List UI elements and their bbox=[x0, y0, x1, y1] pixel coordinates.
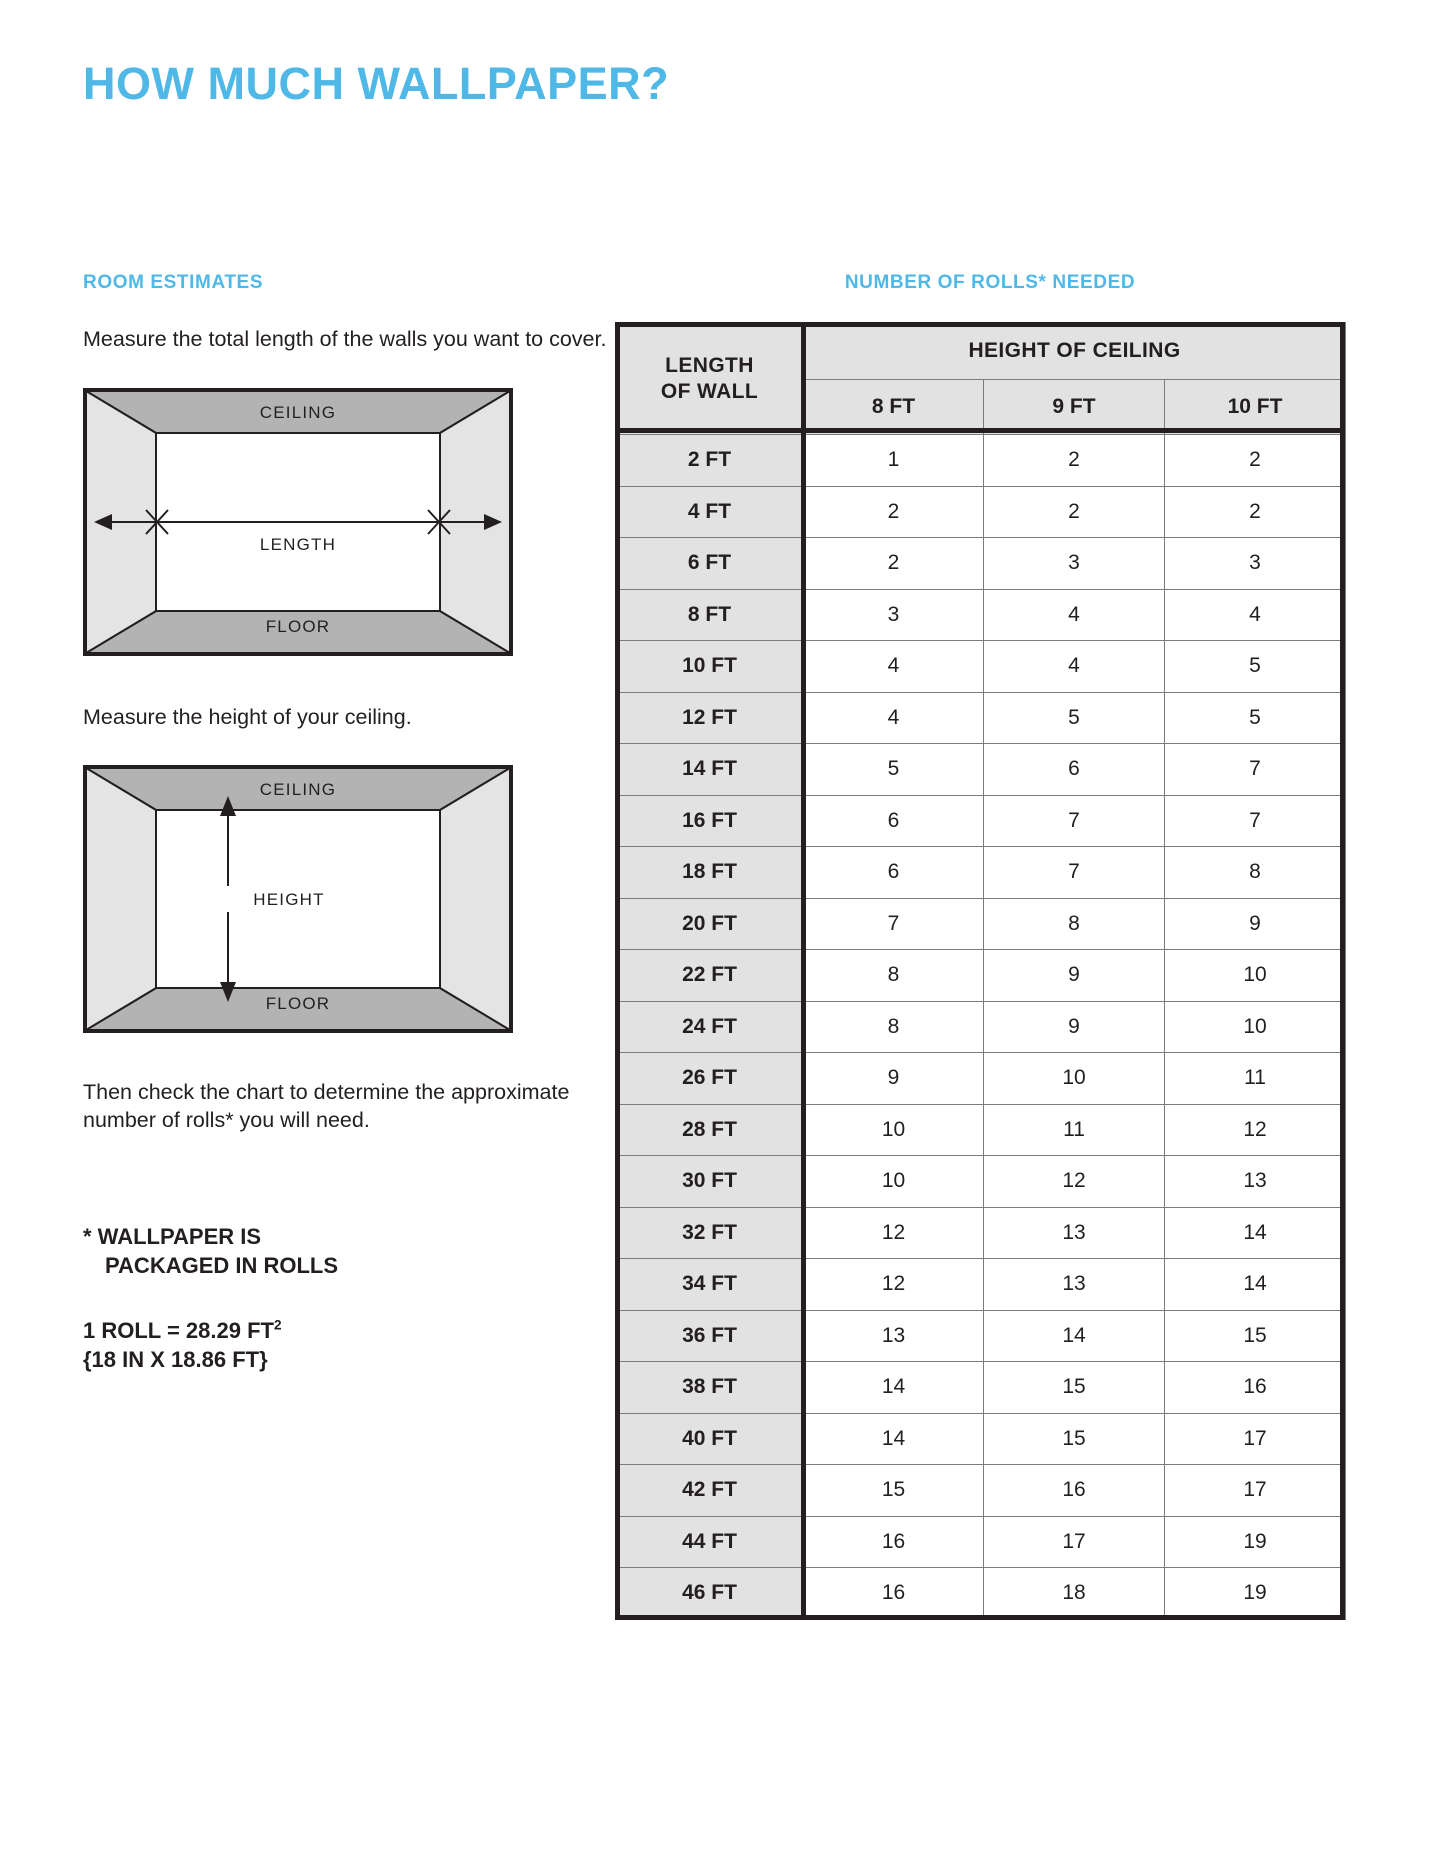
cell-9ft: 9 bbox=[984, 950, 1165, 1002]
table-rule-left bbox=[615, 322, 620, 1620]
table-rule-bottom bbox=[615, 1615, 1345, 1620]
table-rule-top bbox=[615, 322, 1345, 327]
header-length-of-wall bbox=[616, 323, 804, 435]
rolls-table bbox=[615, 322, 1346, 1620]
row-length-label: 18 FT bbox=[616, 847, 804, 899]
section-heading-room-estimates: ROOM ESTIMATES bbox=[83, 272, 264, 293]
roll-size-superscript: 2 bbox=[273, 1317, 282, 1333]
table-row bbox=[616, 795, 1346, 847]
room-estimates-column bbox=[83, 272, 613, 1374]
row-length-label: 36 FT bbox=[616, 1310, 804, 1362]
table-row bbox=[616, 1053, 1346, 1105]
row-length-label: 28 FT bbox=[616, 1104, 804, 1156]
table-rule-right bbox=[1340, 322, 1345, 1620]
cell-10ft: 13 bbox=[1165, 1156, 1346, 1208]
row-length-label: 32 FT bbox=[616, 1207, 804, 1259]
table-row bbox=[616, 744, 1346, 796]
table-row bbox=[616, 1001, 1346, 1053]
table-row bbox=[616, 538, 1346, 590]
header-col-8ft: 8 FT bbox=[804, 380, 984, 435]
cell-9ft: 3 bbox=[984, 538, 1165, 590]
diagram-height-floor-label: FLOOR bbox=[265, 994, 331, 1014]
page-title: HOW MUCH WALLPAPER? bbox=[83, 58, 670, 109]
cell-8ft: 2 bbox=[804, 486, 984, 538]
cell-9ft: 14 bbox=[984, 1310, 1165, 1362]
table-header-row-group bbox=[616, 323, 1346, 380]
cell-9ft: 4 bbox=[984, 589, 1165, 641]
cell-9ft: 15 bbox=[984, 1413, 1165, 1465]
row-length-label: 30 FT bbox=[616, 1156, 804, 1208]
row-length-label: 44 FT bbox=[616, 1516, 804, 1568]
room-diagram-length-graphic bbox=[86, 391, 510, 653]
step-1-instruction: Measure the total length of the walls you want to cover. bbox=[83, 327, 607, 351]
cell-9ft: 7 bbox=[984, 847, 1165, 899]
table-row bbox=[616, 435, 1346, 487]
cell-10ft: 7 bbox=[1165, 795, 1346, 847]
cell-8ft: 14 bbox=[804, 1413, 984, 1465]
room-diagram-length bbox=[83, 388, 513, 656]
footnote-line-2 bbox=[83, 1251, 613, 1280]
table-row bbox=[616, 692, 1346, 744]
table-row bbox=[616, 1413, 1346, 1465]
table-row bbox=[616, 1465, 1346, 1517]
table-row bbox=[616, 589, 1346, 641]
cell-8ft: 3 bbox=[804, 589, 984, 641]
row-length-label: 16 FT bbox=[616, 795, 804, 847]
table-row bbox=[616, 641, 1346, 693]
rolls-table-head bbox=[616, 323, 1346, 435]
cell-9ft: 13 bbox=[984, 1259, 1165, 1311]
cell-9ft: 12 bbox=[984, 1156, 1165, 1208]
cell-10ft: 10 bbox=[1165, 950, 1346, 1002]
table-row bbox=[616, 950, 1346, 1002]
footnote-line-1: * WALLPAPER IS bbox=[83, 1224, 262, 1250]
roll-size-value: 1 ROLL = 28.29 FT bbox=[83, 1318, 274, 1344]
table-row bbox=[616, 1104, 1346, 1156]
step-3-instruction: Then check the chart to determine the approximate number of rolls* you will need. bbox=[83, 1080, 570, 1132]
cell-10ft: 10 bbox=[1165, 1001, 1346, 1053]
cell-8ft: 1 bbox=[804, 435, 984, 487]
table-row bbox=[616, 1516, 1346, 1568]
cell-10ft: 4 bbox=[1165, 589, 1346, 641]
diagram-height-dimension-label: HEIGHT bbox=[253, 890, 325, 910]
cell-9ft: 6 bbox=[984, 744, 1165, 796]
cell-10ft: 19 bbox=[1165, 1568, 1346, 1620]
cell-9ft: 15 bbox=[984, 1362, 1165, 1414]
row-length-label: 20 FT bbox=[616, 898, 804, 950]
cell-8ft: 7 bbox=[804, 898, 984, 950]
cell-10ft: 3 bbox=[1165, 538, 1346, 590]
cell-10ft: 14 bbox=[1165, 1207, 1346, 1259]
cell-10ft: 5 bbox=[1165, 641, 1346, 693]
cell-8ft: 10 bbox=[804, 1156, 984, 1208]
cell-8ft: 10 bbox=[804, 1104, 984, 1156]
row-length-label: 6 FT bbox=[616, 538, 804, 590]
table-row bbox=[616, 1156, 1346, 1208]
cell-10ft: 16 bbox=[1165, 1362, 1346, 1414]
header-height-of-ceiling: HEIGHT OF CEILING bbox=[804, 323, 1346, 380]
cell-8ft: 14 bbox=[804, 1362, 984, 1414]
row-length-label: 42 FT bbox=[616, 1465, 804, 1517]
cell-9ft: 11 bbox=[984, 1104, 1165, 1156]
cell-9ft: 18 bbox=[984, 1568, 1165, 1620]
diagram-length-floor-label: FLOOR bbox=[265, 616, 331, 636]
diagram-height-ceiling-label: CEILING bbox=[259, 780, 337, 800]
cell-10ft: 19 bbox=[1165, 1516, 1346, 1568]
cell-8ft: 15 bbox=[804, 1465, 984, 1517]
table-row bbox=[616, 1207, 1346, 1259]
cell-8ft: 6 bbox=[804, 847, 984, 899]
cell-8ft: 12 bbox=[804, 1207, 984, 1259]
table-row bbox=[616, 847, 1346, 899]
header-col-10ft: 10 FT bbox=[1165, 380, 1346, 435]
row-length-label: 40 FT bbox=[616, 1413, 804, 1465]
cell-9ft: 4 bbox=[984, 641, 1165, 693]
header-length-of-wall-line1: LENGTH bbox=[665, 353, 754, 377]
cell-10ft: 2 bbox=[1165, 486, 1346, 538]
table-row bbox=[616, 898, 1346, 950]
cell-9ft: 2 bbox=[984, 435, 1165, 487]
cell-9ft: 10 bbox=[984, 1053, 1165, 1105]
cell-9ft: 13 bbox=[984, 1207, 1165, 1259]
cell-9ft: 16 bbox=[984, 1465, 1165, 1517]
cell-8ft: 16 bbox=[804, 1568, 984, 1620]
cell-10ft: 2 bbox=[1165, 435, 1346, 487]
cell-9ft: 5 bbox=[984, 692, 1165, 744]
step-2-instruction: Measure the height of your ceiling. bbox=[83, 704, 412, 729]
row-length-label: 12 FT bbox=[616, 692, 804, 744]
cell-10ft: 17 bbox=[1165, 1413, 1346, 1465]
row-length-label: 24 FT bbox=[616, 1001, 804, 1053]
row-length-label: 26 FT bbox=[616, 1053, 804, 1105]
cell-10ft: 7 bbox=[1165, 744, 1346, 796]
row-length-label: 34 FT bbox=[616, 1259, 804, 1311]
table-row bbox=[616, 1310, 1346, 1362]
cell-8ft: 9 bbox=[804, 1053, 984, 1105]
cell-9ft: 7 bbox=[984, 795, 1165, 847]
table-heading: NUMBER OF ROLLS* NEEDED bbox=[844, 272, 1136, 293]
cell-8ft: 5 bbox=[804, 744, 984, 796]
table-row bbox=[616, 1568, 1346, 1620]
cell-10ft: 12 bbox=[1165, 1104, 1346, 1156]
cell-10ft: 17 bbox=[1165, 1465, 1346, 1517]
cell-10ft: 11 bbox=[1165, 1053, 1346, 1105]
row-length-label: 2 FT bbox=[616, 435, 804, 487]
cell-8ft: 8 bbox=[804, 950, 984, 1002]
cell-8ft: 13 bbox=[804, 1310, 984, 1362]
header-col-9ft: 9 FT bbox=[984, 380, 1165, 435]
table-rule-header-divider bbox=[615, 428, 1345, 433]
cell-9ft: 8 bbox=[984, 898, 1165, 950]
footnote-block bbox=[83, 1222, 613, 1374]
row-length-label: 4 FT bbox=[616, 486, 804, 538]
cell-9ft: 9 bbox=[984, 1001, 1165, 1053]
roll-size-line-1 bbox=[83, 1316, 613, 1345]
row-length-label: 14 FT bbox=[616, 744, 804, 796]
table-row bbox=[616, 1259, 1346, 1311]
row-length-label: 38 FT bbox=[616, 1362, 804, 1414]
cell-8ft: 2 bbox=[804, 538, 984, 590]
cell-9ft: 17 bbox=[984, 1516, 1165, 1568]
cell-8ft: 12 bbox=[804, 1259, 984, 1311]
table-row bbox=[616, 486, 1346, 538]
cell-10ft: 14 bbox=[1165, 1259, 1346, 1311]
cell-10ft: 5 bbox=[1165, 692, 1346, 744]
cell-10ft: 9 bbox=[1165, 898, 1346, 950]
row-length-label: 22 FT bbox=[616, 950, 804, 1002]
header-length-of-wall-line2: OF WALL bbox=[660, 379, 759, 403]
row-length-label: 46 FT bbox=[616, 1568, 804, 1620]
table-rule-col-divider bbox=[801, 322, 806, 1620]
cell-8ft: 8 bbox=[804, 1001, 984, 1053]
rolls-table-body bbox=[616, 435, 1346, 1620]
diagram-length-dimension-label: LENGTH bbox=[259, 534, 337, 554]
table-row bbox=[616, 1362, 1346, 1414]
roll-size-line-2: {18 IN X 18.86 FT} bbox=[83, 1347, 268, 1373]
row-length-label: 10 FT bbox=[616, 641, 804, 693]
diagram-length-ceiling-label: CEILING bbox=[259, 402, 337, 422]
cell-8ft: 4 bbox=[804, 692, 984, 744]
cell-10ft: 8 bbox=[1165, 847, 1346, 899]
rolls-table-column bbox=[615, 272, 1365, 1620]
room-diagram-height bbox=[83, 765, 513, 1033]
cell-9ft: 2 bbox=[984, 486, 1165, 538]
cell-8ft: 6 bbox=[804, 795, 984, 847]
cell-10ft: 15 bbox=[1165, 1310, 1346, 1362]
rolls-table-wrapper bbox=[615, 322, 1345, 1620]
cell-8ft: 16 bbox=[804, 1516, 984, 1568]
row-length-label: 8 FT bbox=[616, 589, 804, 641]
cell-8ft: 4 bbox=[804, 641, 984, 693]
footnote-line-2-text: PACKAGED IN ROLLS bbox=[105, 1253, 339, 1279]
